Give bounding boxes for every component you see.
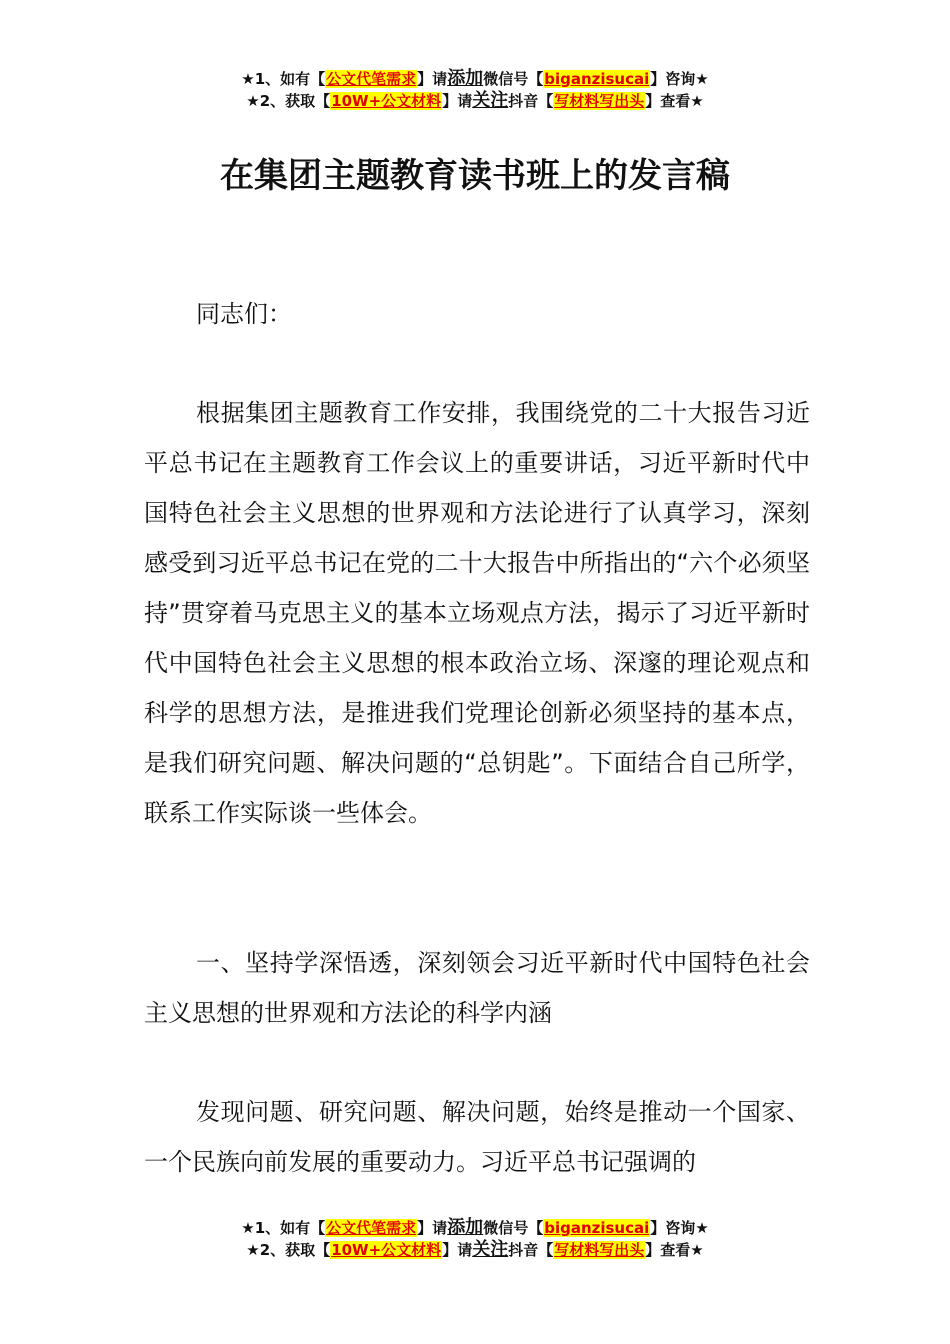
promo-line-2-mid: 】请 bbox=[442, 1241, 473, 1259]
section-heading-1 bbox=[144, 938, 810, 1038]
promo-line-1-mid2: 微信号【 bbox=[483, 70, 544, 88]
promo-emphasis-add: 添加 bbox=[447, 68, 484, 89]
promo-highlight-service: 公文代笔需求 bbox=[326, 1219, 417, 1237]
promo-line-1-prefix: ★1、如有【 bbox=[241, 1219, 326, 1237]
promo-line-1-mid: 】请 bbox=[417, 1219, 448, 1237]
footer-promo-banner bbox=[0, 1217, 950, 1261]
promo-line-1-mid2: 微信号【 bbox=[483, 1219, 544, 1237]
promo-line-1-suffix: 】咨询★ bbox=[650, 70, 709, 88]
promo-highlight-wechat-id: biganzisucai bbox=[544, 1219, 650, 1237]
promo-line-1-prefix: ★1、如有【 bbox=[241, 70, 326, 88]
promo-line-2-prefix: ★2、获取【 bbox=[246, 92, 331, 110]
greeting-text: 同志们： bbox=[196, 300, 292, 328]
promo-line-2-suffix: 】查看★ bbox=[645, 92, 704, 110]
paragraph-section-1 bbox=[144, 1087, 810, 1187]
promo-line-2-mid2: 抖音【 bbox=[508, 92, 554, 110]
paragraph-intro bbox=[144, 388, 810, 838]
paragraph-section-1-text: 发现问题、研究问题、解决问题，始终是推动一个国家、一个民族向前发展的重要动力。习近平总书记强调的 bbox=[144, 1098, 810, 1176]
header-promo-banner bbox=[0, 68, 950, 112]
promo-line-1-mid: 】请 bbox=[417, 70, 448, 88]
promo-highlight-douyin: 写材料写出头 bbox=[554, 92, 645, 110]
section-heading-1-text: 一、坚持学深悟透，深刻领会习近平新时代中国特色社会主义思想的世界观和方法论的科学内涵 bbox=[144, 949, 810, 1027]
promo-highlight-service: 公文代笔需求 bbox=[326, 70, 417, 88]
promo-highlight-materials: 10W+公文材料 bbox=[331, 1241, 442, 1259]
promo-line-2-mid2: 抖音【 bbox=[508, 1241, 554, 1259]
promo-line-1 bbox=[0, 1217, 950, 1239]
promo-highlight-wechat-id: biganzisucai bbox=[544, 70, 650, 88]
promo-highlight-douyin: 写材料写出头 bbox=[554, 1241, 645, 1259]
promo-line-2 bbox=[0, 1239, 950, 1261]
document-title: 在集团主题教育读书班上的发言稿 bbox=[220, 156, 730, 196]
promo-line-1-suffix: 】咨询★ bbox=[650, 1219, 709, 1237]
promo-line-2-prefix: ★2、获取【 bbox=[246, 1241, 331, 1259]
promo-highlight-materials: 10W+公文材料 bbox=[331, 92, 442, 110]
promo-line-1 bbox=[0, 68, 950, 90]
promo-line-2 bbox=[0, 90, 950, 112]
promo-emphasis-add: 添加 bbox=[447, 1217, 484, 1238]
greeting bbox=[144, 289, 810, 339]
promo-emphasis-follow: 关注 bbox=[472, 1239, 509, 1260]
promo-line-2-mid: 】请 bbox=[442, 92, 473, 110]
promo-emphasis-follow: 关注 bbox=[472, 90, 509, 111]
paragraph-intro-text: 根据集团主题教育工作安排，我围绕党的二十大报告习近平总书记在主题教育工作会议上的重要讲话，习近平新时代中国特色社会主义思想的世界观和方法论进行了认真学习，深刻感受到习近平总书记在党的二十大报告中所指出的“六个必须坚持”贯穿着马克思主义的基本立场观点方法，揭示了习近平新时代中国特色社会主义思想的根本政治立场、深邃的理论观点和科学的思想方法，是推进我们党理论创新必须坚持的基本点，是我们研究问题、解决问题的“总钥匙”。下面结合自己所学，联系工作实际谈一些体会。 bbox=[144, 399, 810, 827]
promo-line-2-suffix: 】查看★ bbox=[645, 1241, 704, 1259]
